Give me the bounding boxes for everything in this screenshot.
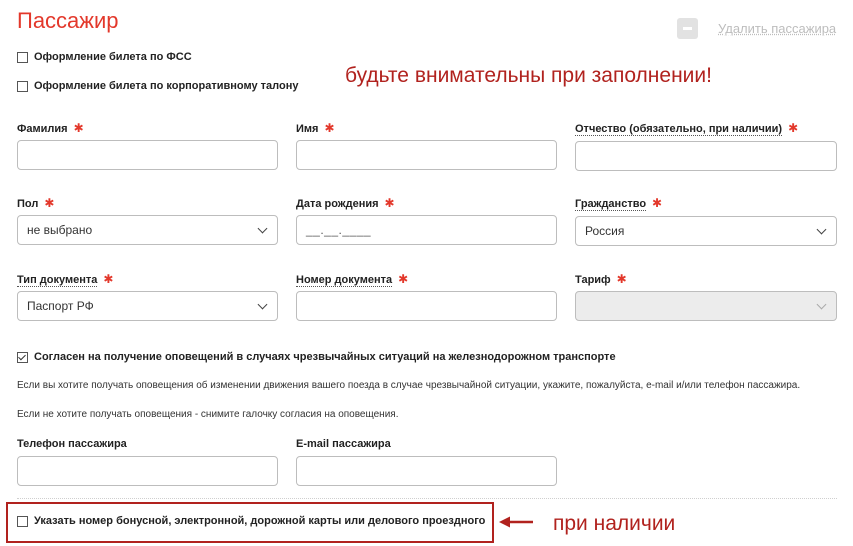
notifications-label: Согласен на получение оповещений в случаях чрезвычайных ситуаций на железнодорожном транспорте: [34, 351, 616, 363]
citizenship-select-value: Россия: [585, 224, 625, 238]
surname-input[interactable]: [17, 140, 278, 170]
notifications-checkbox-row[interactable]: [17, 351, 616, 363]
required-star-icon: ✱: [398, 272, 409, 286]
gender-select-value: не выбрано: [27, 223, 93, 237]
section-divider: [17, 498, 837, 499]
email-input[interactable]: [296, 456, 557, 486]
notifications-optout-text: Если не хотите получать оповещения - снимите галочку согласия на оповещения.: [17, 409, 399, 420]
doc-type-label: Тип документа ✱: [17, 272, 114, 286]
patronymic-input[interactable]: [575, 141, 837, 171]
tariff-label: Тариф ✱: [575, 272, 627, 286]
phone-input[interactable]: [17, 456, 278, 486]
email-label: E-mail пассажира: [296, 438, 391, 450]
required-star-icon: ✱: [324, 121, 335, 135]
notifications-checkbox[interactable]: [17, 352, 28, 363]
chevron-down-icon: [817, 299, 827, 309]
phone-label: Телефон пассажира: [17, 438, 127, 450]
bonus-card-label: Указать номер бонусной, электронной, дорожной карты или делового проездного: [34, 515, 486, 527]
required-star-icon: ✱: [788, 121, 799, 135]
page-title: Пассажир: [17, 8, 119, 33]
gender-label: Пол ✱: [17, 196, 55, 210]
name-label: Имя ✱: [296, 121, 335, 135]
minus-icon[interactable]: [677, 18, 698, 39]
corporate-ticket-checkbox-row[interactable]: [17, 80, 298, 92]
required-star-icon: ✱: [103, 272, 114, 286]
arrow-left-icon: [499, 516, 533, 528]
corporate-ticket-checkbox[interactable]: [17, 81, 28, 92]
patronymic-label: Отчество (обязательно, при наличии) ✱: [575, 121, 799, 135]
remove-passenger-control[interactable]: [677, 18, 836, 39]
birth-date-input[interactable]: [296, 215, 557, 245]
fss-ticket-checkbox[interactable]: [17, 52, 28, 63]
doc-type-select[interactable]: [17, 291, 278, 321]
gender-select[interactable]: [17, 215, 278, 245]
birth-date-label: Дата рождения ✱: [296, 196, 395, 210]
required-star-icon: ✱: [652, 196, 663, 210]
bonus-card-checkbox[interactable]: [17, 516, 28, 527]
doc-number-label: Номер документа ✱: [296, 272, 409, 286]
surname-label: Фамилия ✱: [17, 121, 84, 135]
fss-ticket-label: Оформление билета по ФСС: [34, 51, 192, 63]
doc-type-select-value: Паспорт РФ: [27, 299, 94, 313]
required-star-icon: ✱: [44, 196, 55, 210]
annotation-top-note: будьте внимательны при заполнении!: [345, 64, 712, 87]
name-input[interactable]: [296, 140, 557, 170]
annotation-bottom-note: при наличии: [553, 512, 676, 535]
corporate-ticket-label: Оформление билета по корпоративному талону: [34, 80, 299, 92]
required-star-icon: ✱: [384, 196, 395, 210]
chevron-down-icon: [258, 299, 268, 309]
tariff-select: [575, 291, 837, 321]
required-star-icon: ✱: [73, 121, 84, 135]
chevron-down-icon: [817, 224, 827, 234]
bonus-card-checkbox-row[interactable]: [17, 515, 485, 527]
fss-ticket-checkbox-row[interactable]: [17, 51, 192, 63]
birth-date-placeholder: __.__.____: [306, 223, 372, 237]
remove-passenger-link[interactable]: Удалить пассажира: [718, 21, 837, 36]
notifications-info-text: Если вы хотите получать оповещения об изменении движения вашего поезда в случае чрезвычайной ситуации, укажите, пожалуйста, e-mail и/или телефон пассажира.: [17, 380, 801, 391]
citizenship-select[interactable]: [575, 216, 837, 246]
doc-number-input[interactable]: [296, 291, 557, 321]
citizenship-label: Гражданство ✱: [575, 196, 663, 210]
chevron-down-icon: [258, 223, 268, 233]
required-star-icon: ✱: [616, 272, 627, 286]
